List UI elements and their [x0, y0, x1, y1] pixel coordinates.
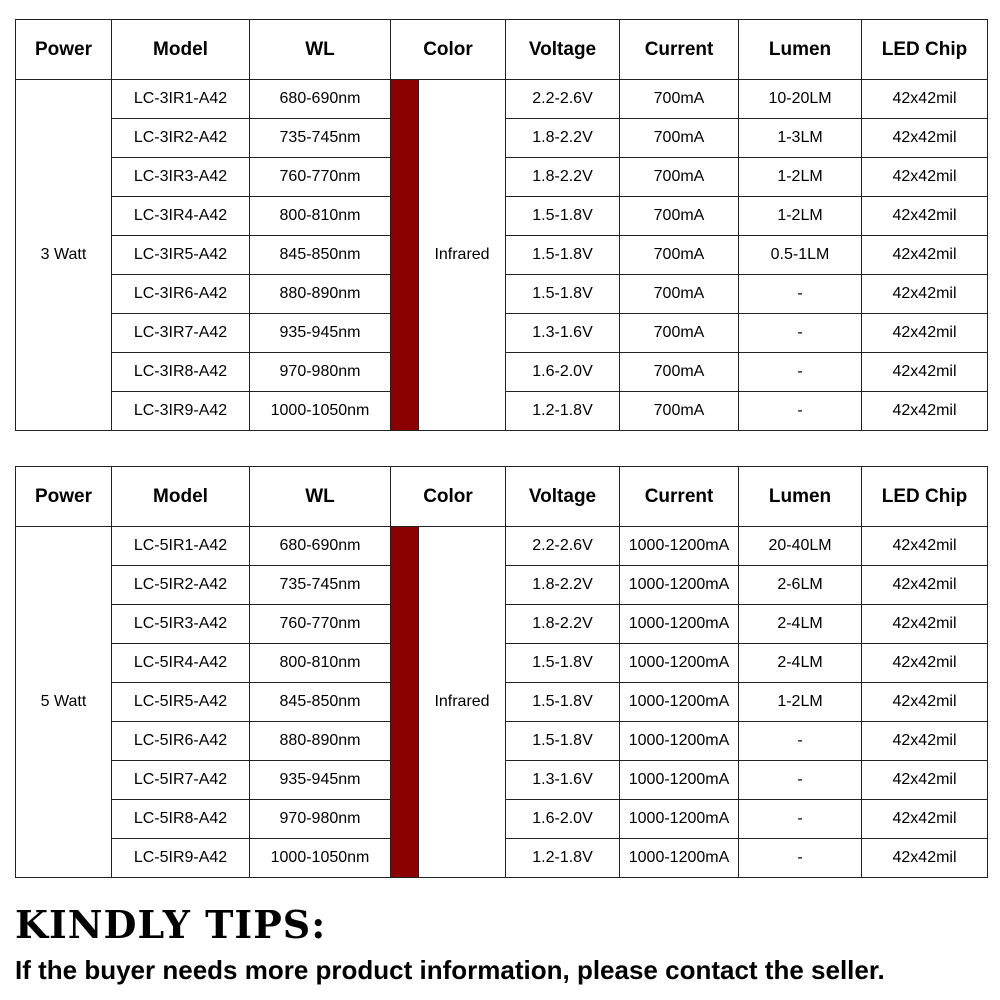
voltage-cell: 2.2-2.6V — [506, 527, 620, 566]
voltage-cell: 1.5-1.8V — [506, 722, 620, 761]
voltage-cell: 2.2-2.6V — [506, 80, 620, 119]
lumen-cell: - — [739, 722, 862, 761]
current-cell: 700mA — [620, 353, 739, 392]
lumen-cell: 10-20LM — [739, 80, 862, 119]
header-lumen: Lumen — [739, 467, 862, 527]
wl-cell: 680-690nm — [250, 527, 391, 566]
lumen-cell: 2-4LM — [739, 644, 862, 683]
header-model: Model — [112, 467, 250, 527]
table-row — [16, 527, 988, 566]
header-current: Current — [620, 20, 739, 80]
lumen-cell: 20-40LM — [739, 527, 862, 566]
voltage-cell: 1.2-1.8V — [506, 839, 620, 878]
lumen-cell: - — [739, 392, 862, 431]
lumen-cell: - — [739, 275, 862, 314]
lumen-cell: 2-4LM — [739, 605, 862, 644]
header-color: Color — [391, 467, 506, 527]
header-power: Power — [16, 20, 112, 80]
power-cell: 5 Watt — [16, 527, 112, 878]
wl-cell: 845-850nm — [250, 236, 391, 275]
led-chip-cell: 42x42mil — [862, 353, 988, 392]
voltage-cell: 1.8-2.2V — [506, 158, 620, 197]
wl-cell: 970-980nm — [250, 353, 391, 392]
voltage-cell: 1.8-2.2V — [506, 566, 620, 605]
voltage-cell: 1.6-2.0V — [506, 800, 620, 839]
model-cell: LC-5IR7-A42 — [112, 761, 250, 800]
model-cell: LC-5IR5-A42 — [112, 683, 250, 722]
lumen-cell: 1-2LM — [739, 158, 862, 197]
wl-cell: 680-690nm — [250, 80, 391, 119]
color-swatch — [391, 527, 419, 878]
voltage-cell: 1.5-1.8V — [506, 683, 620, 722]
current-cell: 1000-1200mA — [620, 761, 739, 800]
led-chip-cell: 42x42mil — [862, 605, 988, 644]
led-chip-cell: 42x42mil — [862, 800, 988, 839]
spec-table-3-watt — [15, 19, 988, 431]
current-cell: 1000-1200mA — [620, 527, 739, 566]
wl-cell: 880-890nm — [250, 722, 391, 761]
model-cell: LC-3IR3-A42 — [112, 158, 250, 197]
lumen-cell: - — [739, 839, 862, 878]
lumen-cell: - — [739, 314, 862, 353]
header-color: Color — [391, 20, 506, 80]
header-row — [16, 467, 988, 527]
voltage-cell: 1.5-1.8V — [506, 644, 620, 683]
wl-cell: 735-745nm — [250, 566, 391, 605]
current-cell: 1000-1200mA — [620, 644, 739, 683]
wl-cell: 935-945nm — [250, 761, 391, 800]
model-cell: LC-3IR6-A42 — [112, 275, 250, 314]
model-cell: LC-3IR8-A42 — [112, 353, 250, 392]
color-cell: Infrared — [419, 80, 506, 431]
wl-cell: 845-850nm — [250, 683, 391, 722]
current-cell: 700mA — [620, 275, 739, 314]
wl-cell: 1000-1050nm — [250, 839, 391, 878]
current-cell: 700mA — [620, 392, 739, 431]
current-cell: 1000-1200mA — [620, 722, 739, 761]
color-cell: Infrared — [419, 527, 506, 878]
led-chip-cell: 42x42mil — [862, 527, 988, 566]
current-cell: 700mA — [620, 197, 739, 236]
model-cell: LC-5IR6-A42 — [112, 722, 250, 761]
kindly-tips-title: KINDLY TIPS: — [15, 902, 327, 947]
current-cell: 1000-1200mA — [620, 605, 739, 644]
led-chip-cell: 42x42mil — [862, 119, 988, 158]
current-cell: 700mA — [620, 80, 739, 119]
power-cell: 3 Watt — [16, 80, 112, 431]
led-chip-cell: 42x42mil — [862, 392, 988, 431]
wl-cell: 935-945nm — [250, 314, 391, 353]
model-cell: LC-5IR1-A42 — [112, 527, 250, 566]
model-cell: LC-5IR9-A42 — [112, 839, 250, 878]
model-cell: LC-5IR8-A42 — [112, 800, 250, 839]
wl-cell: 800-810nm — [250, 197, 391, 236]
voltage-cell: 1.3-1.6V — [506, 761, 620, 800]
current-cell: 1000-1200mA — [620, 800, 739, 839]
current-cell: 700mA — [620, 314, 739, 353]
table-row — [16, 80, 988, 119]
header-voltage: Voltage — [506, 467, 620, 527]
current-cell: 700mA — [620, 119, 739, 158]
led-chip-cell: 42x42mil — [862, 566, 988, 605]
voltage-cell: 1.5-1.8V — [506, 197, 620, 236]
current-cell: 1000-1200mA — [620, 566, 739, 605]
lumen-cell: - — [739, 353, 862, 392]
voltage-cell: 1.3-1.6V — [506, 314, 620, 353]
led-chip-cell: 42x42mil — [862, 683, 988, 722]
current-cell: 700mA — [620, 158, 739, 197]
led-chip-cell: 42x42mil — [862, 314, 988, 353]
header-wl: WL — [250, 20, 391, 80]
lumen-cell: - — [739, 800, 862, 839]
lumen-cell: 1-3LM — [739, 119, 862, 158]
led-chip-cell: 42x42mil — [862, 197, 988, 236]
led-chip-cell: 42x42mil — [862, 158, 988, 197]
voltage-cell: 1.2-1.8V — [506, 392, 620, 431]
led-chip-cell: 42x42mil — [862, 761, 988, 800]
model-cell: LC-5IR3-A42 — [112, 605, 250, 644]
header-led-chip: LED Chip — [862, 467, 988, 527]
header-voltage: Voltage — [506, 20, 620, 80]
lumen-cell: 1-2LM — [739, 683, 862, 722]
model-cell: LC-3IR2-A42 — [112, 119, 250, 158]
wl-cell: 735-745nm — [250, 119, 391, 158]
model-cell: LC-3IR9-A42 — [112, 392, 250, 431]
lumen-cell: - — [739, 761, 862, 800]
lumen-cell: 2-6LM — [739, 566, 862, 605]
current-cell: 1000-1200mA — [620, 683, 739, 722]
model-cell: LC-3IR5-A42 — [112, 236, 250, 275]
header-model: Model — [112, 20, 250, 80]
voltage-cell: 1.8-2.2V — [506, 119, 620, 158]
header-row — [16, 20, 988, 80]
current-cell: 1000-1200mA — [620, 839, 739, 878]
header-current: Current — [620, 467, 739, 527]
color-swatch — [391, 80, 419, 431]
model-cell: LC-5IR2-A42 — [112, 566, 250, 605]
led-chip-cell: 42x42mil — [862, 839, 988, 878]
led-chip-cell: 42x42mil — [862, 80, 988, 119]
kindly-tips-text: If the buyer needs more product information, please contact the seller. — [15, 955, 885, 985]
voltage-cell: 1.5-1.8V — [506, 275, 620, 314]
spec-table-5-watt — [15, 466, 988, 878]
voltage-cell: 1.5-1.8V — [506, 236, 620, 275]
header-power: Power — [16, 467, 112, 527]
wl-cell: 1000-1050nm — [250, 392, 391, 431]
voltage-cell: 1.8-2.2V — [506, 605, 620, 644]
header-led-chip: LED Chip — [862, 20, 988, 80]
model-cell: LC-3IR1-A42 — [112, 80, 250, 119]
wl-cell: 760-770nm — [250, 158, 391, 197]
led-chip-cell: 42x42mil — [862, 644, 988, 683]
header-lumen: Lumen — [739, 20, 862, 80]
led-chip-cell: 42x42mil — [862, 722, 988, 761]
led-chip-cell: 42x42mil — [862, 275, 988, 314]
wl-cell: 880-890nm — [250, 275, 391, 314]
model-cell: LC-3IR4-A42 — [112, 197, 250, 236]
current-cell: 700mA — [620, 236, 739, 275]
model-cell: LC-5IR4-A42 — [112, 644, 250, 683]
header-wl: WL — [250, 467, 391, 527]
wl-cell: 800-810nm — [250, 644, 391, 683]
wl-cell: 760-770nm — [250, 605, 391, 644]
model-cell: LC-3IR7-A42 — [112, 314, 250, 353]
voltage-cell: 1.6-2.0V — [506, 353, 620, 392]
wl-cell: 970-980nm — [250, 800, 391, 839]
led-chip-cell: 42x42mil — [862, 236, 988, 275]
lumen-cell: 1-2LM — [739, 197, 862, 236]
lumen-cell: 0.5-1LM — [739, 236, 862, 275]
